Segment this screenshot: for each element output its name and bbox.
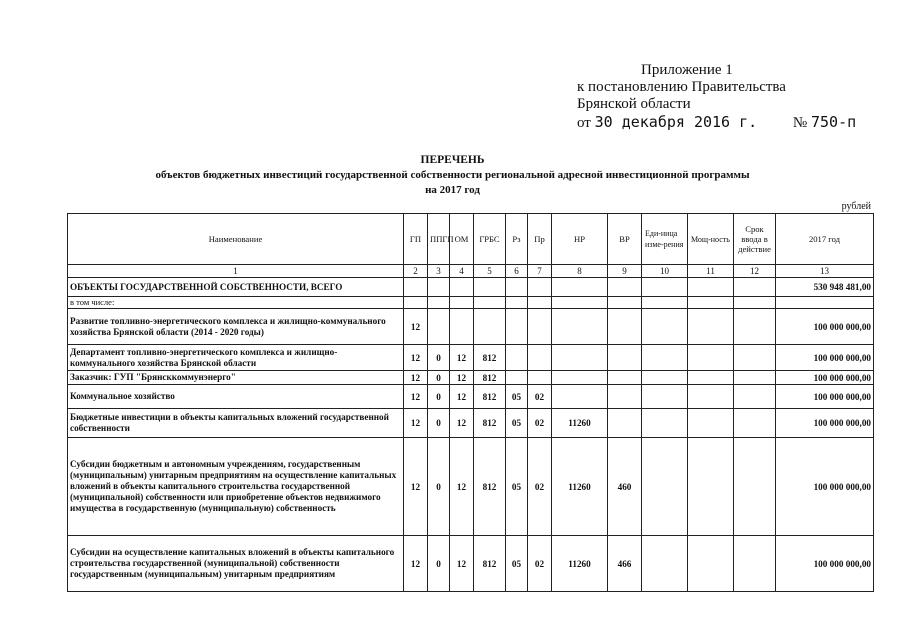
column-number: 8 (552, 265, 608, 278)
row-empty-cell (642, 278, 688, 297)
column-number: 3 (428, 265, 450, 278)
column-number: 5 (474, 265, 506, 278)
row-code-grbs: 812 (474, 371, 506, 385)
header-unit: Еди-ница изме-рения (642, 214, 688, 265)
header-term: Срок ввода в действие (734, 214, 776, 265)
table-row (68, 371, 874, 385)
row-code-om: 12 (450, 536, 474, 592)
row-code-rz: 05 (506, 536, 528, 592)
row-code-grbs (474, 278, 506, 297)
row-code-gp: 12 (404, 345, 428, 371)
row-amount: 530 948 481,00 (776, 278, 874, 297)
column-number: 11 (688, 265, 734, 278)
document-heading: ПЕРЕЧЕНЬ (420, 154, 485, 166)
row-code-np (552, 371, 608, 385)
row-amount: 100 000 000,00 (776, 345, 874, 371)
row-code-om (450, 297, 474, 309)
row-code-om: 12 (450, 438, 474, 536)
row-empty-cell (734, 536, 776, 592)
row-empty-cell (688, 385, 734, 409)
row-code-vr (608, 309, 642, 345)
row-empty-cell (734, 309, 776, 345)
header-name: Наименование (68, 214, 404, 265)
column-number: 13 (776, 265, 874, 278)
appendix-title: Приложение 1 (641, 62, 733, 78)
row-empty-cell (688, 409, 734, 438)
row-code-om: 12 (450, 385, 474, 409)
column-number: 9 (608, 265, 642, 278)
header-power: Мощ-ность (688, 214, 734, 265)
row-amount: 100 000 000,00 (776, 371, 874, 385)
row-code-rz: 05 (506, 409, 528, 438)
table-row (68, 385, 874, 409)
table-row (68, 297, 874, 309)
document-subtitle: объектов бюджетных инвестиций государственной собственности региональной адресной инвестиционной программы (155, 169, 750, 181)
row-code-gp: 12 (404, 385, 428, 409)
row-code-pr: 02 (528, 536, 552, 592)
header-rz: Рз (506, 214, 528, 265)
row-code-vr: 460 (608, 438, 642, 536)
row-code-np (552, 309, 608, 345)
row-code-om (450, 278, 474, 297)
column-number: 6 (506, 265, 528, 278)
row-amount: 100 000 000,00 (776, 536, 874, 592)
row-code-pr (528, 309, 552, 345)
header-gp: ГП (404, 214, 428, 265)
row-code-ppgp (428, 278, 450, 297)
row-empty-cell (642, 309, 688, 345)
column-number: 7 (528, 265, 552, 278)
row-code-gp: 12 (404, 309, 428, 345)
table-header-row (68, 214, 874, 265)
row-code-rz (506, 278, 528, 297)
row-code-pr: 02 (528, 385, 552, 409)
date-prefix: от (577, 115, 591, 131)
row-code-vr (608, 371, 642, 385)
row-amount: 100 000 000,00 (776, 309, 874, 345)
appendix-date-line (577, 114, 856, 132)
table-row (68, 278, 874, 297)
row-code-pr: 02 (528, 438, 552, 536)
row-empty-cell (734, 385, 776, 409)
row-code-grbs: 812 (474, 536, 506, 592)
number-sign: № (792, 115, 808, 131)
table-row (68, 536, 874, 592)
row-code-gp: 12 (404, 536, 428, 592)
row-empty-cell (688, 309, 734, 345)
row-code-om: 12 (450, 409, 474, 438)
row-code-grbs: 812 (474, 385, 506, 409)
header-ppgp: ППГП (428, 214, 450, 265)
row-name: Развитие топливно-энергетического комплекса и жилищно-коммунального хозяйства Брянской области (2014 - 2020 годы) (68, 309, 404, 345)
row-code-grbs: 812 (474, 409, 506, 438)
row-code-np: 11260 (552, 536, 608, 592)
row-empty-cell (642, 536, 688, 592)
row-empty-cell (688, 278, 734, 297)
row-code-ppgp: 0 (428, 371, 450, 385)
column-number: 10 (642, 265, 688, 278)
row-code-ppgp (428, 309, 450, 345)
row-name: Бюджетные инвестиции в объекты капитальных вложений государственной собственности (68, 409, 404, 438)
row-empty-cell (734, 409, 776, 438)
decree-number: 750-п (810, 113, 857, 131)
row-empty-cell (688, 536, 734, 592)
row-code-rz (506, 345, 528, 371)
row-code-ppgp: 0 (428, 345, 450, 371)
row-code-gp: 12 (404, 371, 428, 385)
appendix-block (577, 62, 856, 132)
row-code-vr (608, 278, 642, 297)
row-code-pr (528, 297, 552, 309)
header-vr: ВР (608, 214, 642, 265)
row-code-np: 11260 (552, 438, 608, 536)
investment-table (67, 213, 874, 592)
row-empty-cell (688, 371, 734, 385)
row-empty-cell (642, 297, 688, 309)
row-code-pr (528, 345, 552, 371)
row-code-pr (528, 278, 552, 297)
row-empty-cell (642, 385, 688, 409)
row-code-np (552, 278, 608, 297)
row-code-grbs (474, 297, 506, 309)
row-code-rz (506, 309, 528, 345)
row-code-gp (404, 297, 428, 309)
row-name: ОБЪЕКТЫ ГОСУДАРСТВЕННОЙ СОБСТВЕННОСТИ, ВСЕГО (68, 278, 404, 297)
row-code-gp: 12 (404, 438, 428, 536)
row-code-pr (528, 371, 552, 385)
row-amount: 100 000 000,00 (776, 409, 874, 438)
row-amount: 100 000 000,00 (776, 438, 874, 536)
row-code-vr (608, 297, 642, 309)
row-code-gp (404, 278, 428, 297)
row-code-om: 12 (450, 345, 474, 371)
row-empty-cell (688, 297, 734, 309)
column-number: 4 (450, 265, 474, 278)
column-number: 12 (734, 265, 776, 278)
row-empty-cell (642, 345, 688, 371)
row-code-ppgp (428, 297, 450, 309)
row-name: в том числе: (68, 297, 404, 309)
document-year: на 2017 год (425, 184, 480, 196)
row-code-vr (608, 385, 642, 409)
row-empty-cell (734, 438, 776, 536)
row-code-rz: 05 (506, 385, 528, 409)
row-code-np: 11260 (552, 409, 608, 438)
header-pr: Пр (528, 214, 552, 265)
row-code-rz (506, 297, 528, 309)
row-name: Заказчик: ГУП "Брянсккоммунэнерго" (68, 371, 404, 385)
row-amount: 100 000 000,00 (776, 385, 874, 409)
column-number: 2 (404, 265, 428, 278)
header-np: НР (552, 214, 608, 265)
row-code-ppgp: 0 (428, 438, 450, 536)
row-code-ppgp: 0 (428, 409, 450, 438)
header-grbs: ГРБС (474, 214, 506, 265)
row-code-ppgp: 0 (428, 536, 450, 592)
row-code-pr: 02 (528, 409, 552, 438)
row-code-grbs: 812 (474, 438, 506, 536)
row-empty-cell (642, 438, 688, 536)
appendix-line-region: Брянской области (577, 96, 691, 112)
row-empty-cell (734, 278, 776, 297)
table-row (68, 345, 874, 371)
row-code-rz: 05 (506, 438, 528, 536)
date-value: 30 декабря 2016 г. (594, 113, 758, 131)
row-empty-cell (734, 371, 776, 385)
row-code-vr (608, 345, 642, 371)
row-code-om (450, 309, 474, 345)
row-name: Департамент топливно-энергетического комплекса и жилищно-коммунального хозяйства Брянской области (68, 345, 404, 371)
currency-label: рублей (841, 201, 871, 212)
header-om: ОМ (450, 214, 474, 265)
column-number-row (68, 265, 874, 278)
table-row (68, 409, 874, 438)
row-name: Субсидии на осуществление капитальных вложений в объекты капитального строительства государственной (муниципальной) собственности государственным (муниципальным) унитарным предприятиям (68, 536, 404, 592)
row-code-np (552, 297, 608, 309)
table-row (68, 309, 874, 345)
row-code-ppgp: 0 (428, 385, 450, 409)
row-code-vr (608, 409, 642, 438)
column-number: 1 (68, 265, 404, 278)
row-empty-cell (688, 438, 734, 536)
table-body (68, 278, 874, 592)
row-code-grbs: 812 (474, 345, 506, 371)
row-name: Коммунальное хозяйство (68, 385, 404, 409)
row-code-np (552, 385, 608, 409)
header-year: 2017 год (776, 214, 874, 265)
row-empty-cell (688, 345, 734, 371)
row-code-np (552, 345, 608, 371)
row-code-vr: 466 (608, 536, 642, 592)
row-empty-cell (734, 345, 776, 371)
table-row (68, 438, 874, 536)
row-empty-cell (734, 297, 776, 309)
appendix-line-decree: к постановлению Правительства (577, 79, 786, 95)
row-amount (776, 297, 874, 309)
row-code-grbs (474, 309, 506, 345)
row-code-om: 12 (450, 371, 474, 385)
row-empty-cell (642, 409, 688, 438)
row-code-gp: 12 (404, 409, 428, 438)
row-name: Субсидии бюджетным и автономным учреждениям, государственным (муниципальным) унитарным предприятиям на осуществление капитальных вложений в объекты капитального строительства государственной (муниципальной) собственности или приобретение объектов недвижимого имущества в государственную (муниципальную) собственность (68, 438, 404, 536)
row-code-rz (506, 371, 528, 385)
row-empty-cell (642, 371, 688, 385)
